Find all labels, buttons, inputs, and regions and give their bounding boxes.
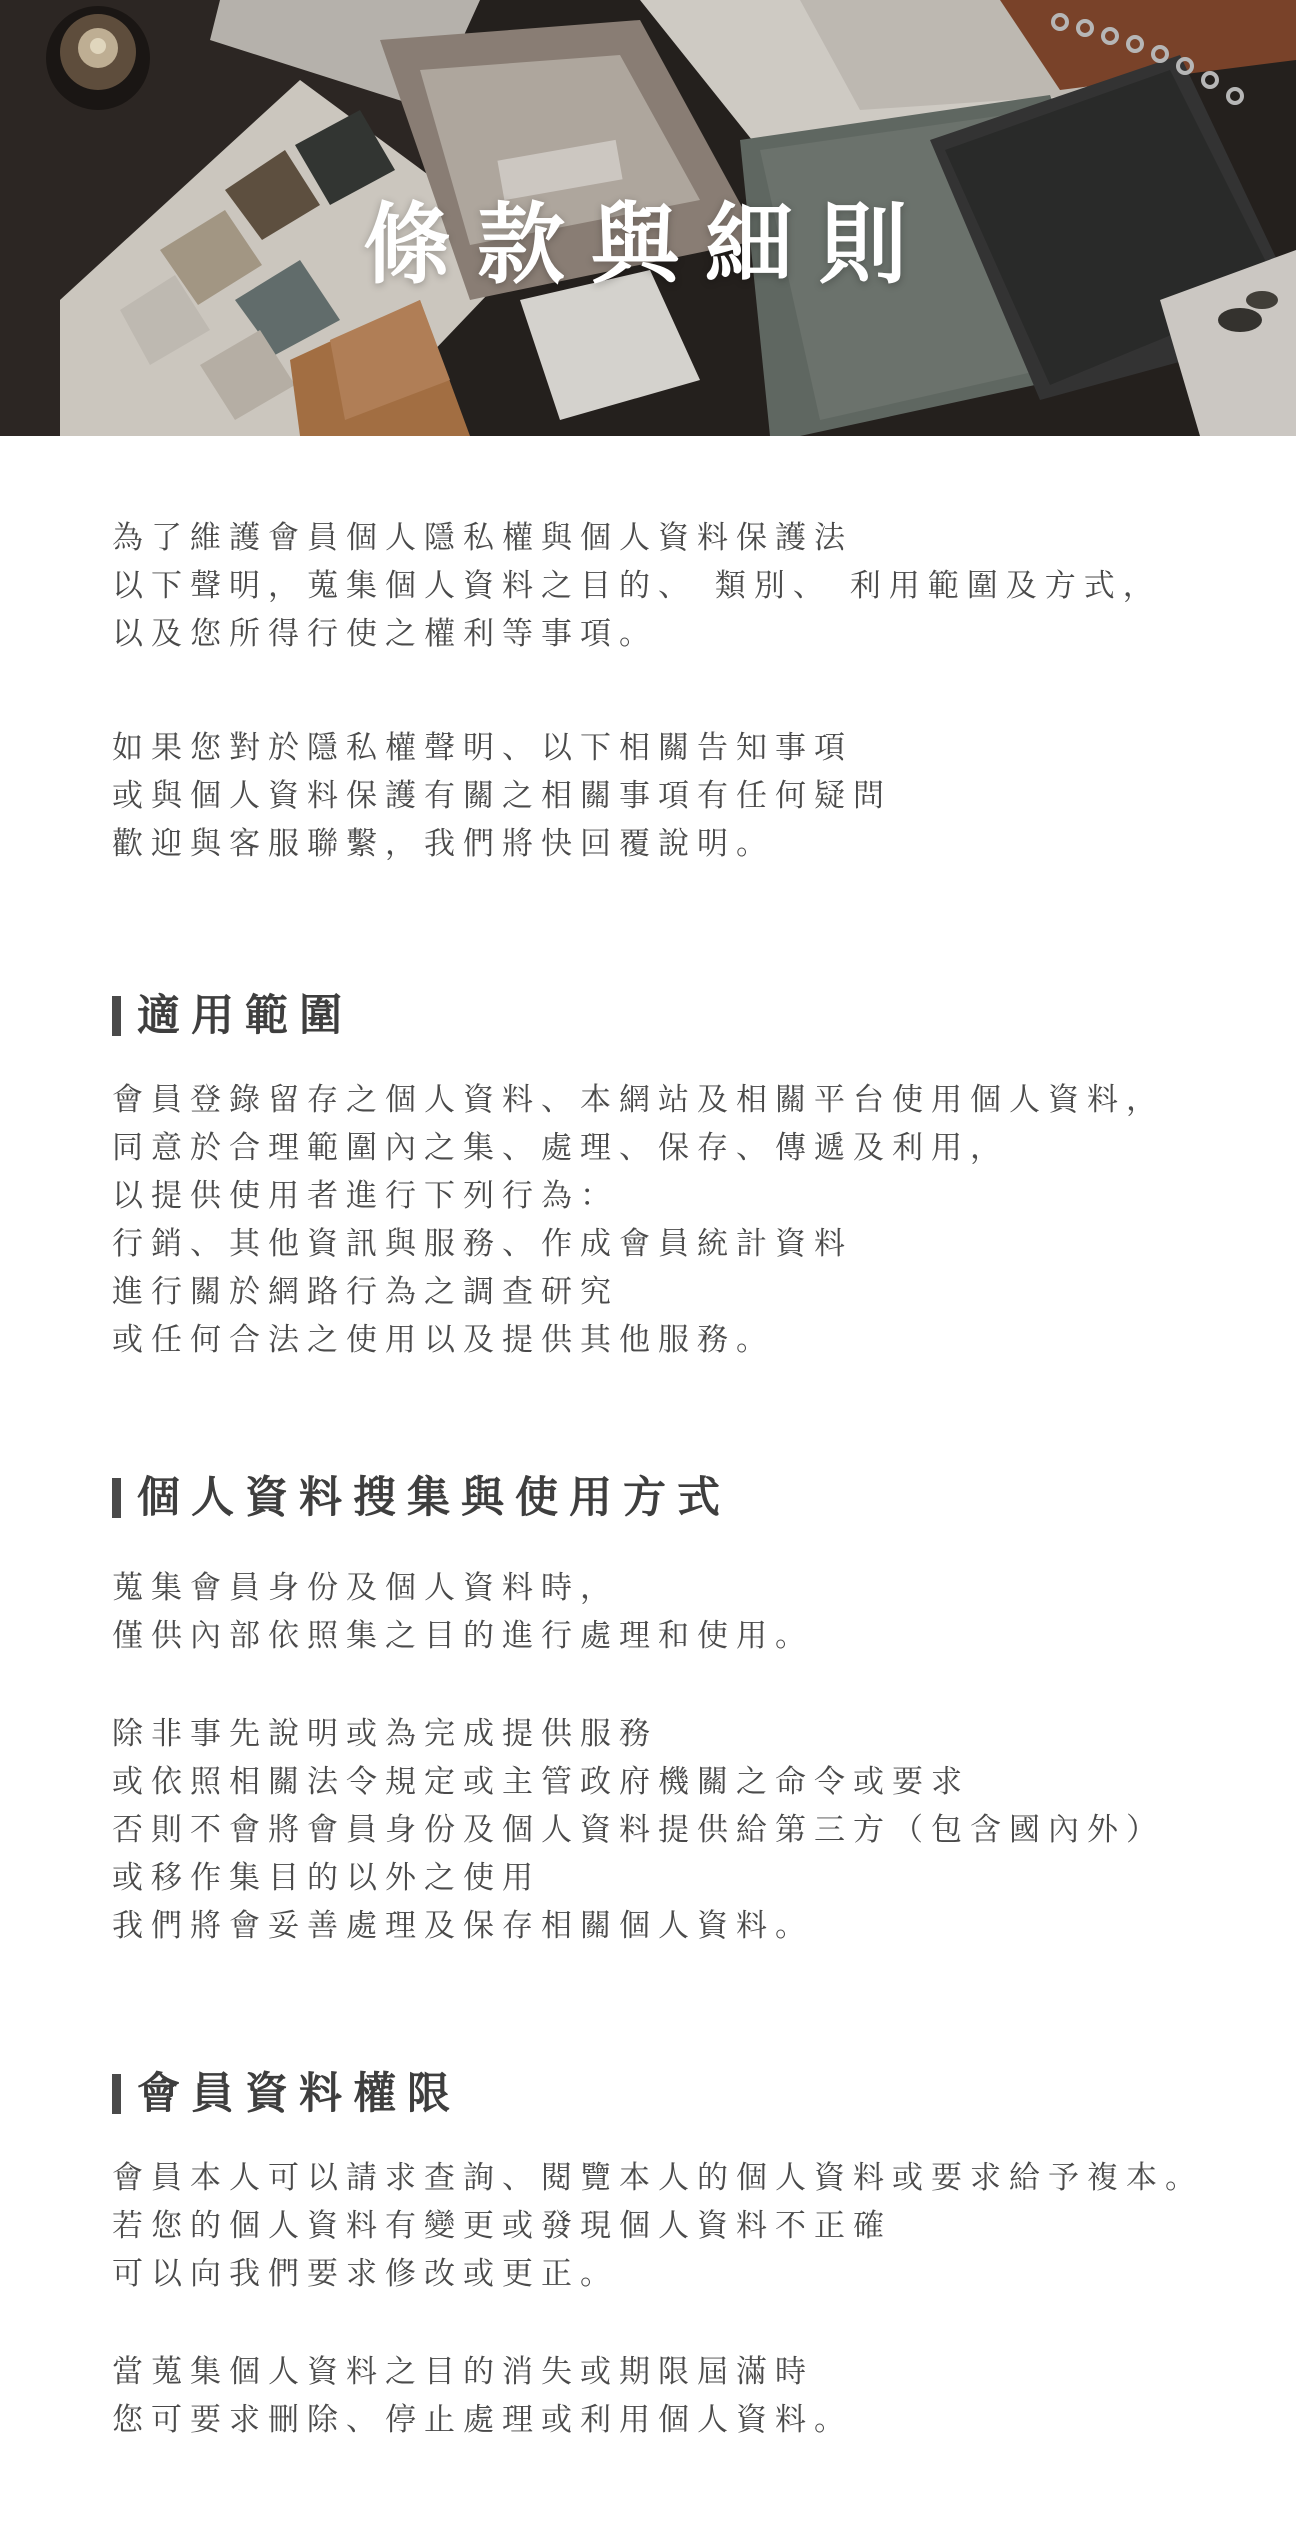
text-line: 會員登錄留存之個人資料、本網站及相關平台使用個人資料， xyxy=(112,1082,1165,1118)
section-rights-body-2 xyxy=(112,2348,1232,2444)
intro-paragraph-1 xyxy=(112,514,1232,658)
text-line: 行銷、其他資訊與服務、作成會員統計資料 xyxy=(112,1226,853,1262)
text-line: 進行關於網路行為之調查研究 xyxy=(112,1274,619,1310)
text-line: 蒐集會員身份及個人資料時， xyxy=(112,1570,619,1606)
text-line: 或與個人資料保護有關之相關事項有任何疑問 xyxy=(112,778,892,814)
text-line: 以及您所得行使之權利等事項。 xyxy=(112,616,658,652)
heading-bar xyxy=(112,2074,121,2114)
section-title: 會員資料權限 xyxy=(137,2069,461,2119)
text-line: 或依照相關法令規定或主管政府機關之命令或要求 xyxy=(112,1764,970,1800)
page-title: 條款與細則 xyxy=(362,193,933,296)
text-line: 會員本人可以請求查詢、閱覽本人的個人資料或要求給予複本。 xyxy=(112,2160,1204,2196)
text-line: 如果您對於隱私權聲明、以下相關告知事項 xyxy=(112,730,853,766)
text-line: 您可要求刪除、停止處理或利用個人資料。 xyxy=(112,2402,853,2438)
text-line: 可以向我們要求修改或更正。 xyxy=(112,2256,619,2292)
text-line: 當蒐集個人資料之目的消失或期限屆滿時 xyxy=(112,2354,814,2390)
section-heading-scope xyxy=(112,986,353,1046)
text-line: 以提供使用者進行下列行為： xyxy=(112,1178,619,1214)
section-collection-body-1 xyxy=(112,1564,1232,1660)
text-line: 僅供內部依照集之目的進行處理和使用。 xyxy=(112,1618,814,1654)
section-collection-body-2 xyxy=(112,1710,1232,1950)
heading-bar xyxy=(112,996,121,1036)
text-line: 否則不會將會員身份及個人資料提供給第三方（包含國內外） xyxy=(112,1812,1165,1848)
text-line: 我們將會妥善處理及保存相關個人資料。 xyxy=(112,1908,814,1944)
section-heading-collection xyxy=(112,1468,731,1528)
intro-paragraph-2 xyxy=(112,724,1232,868)
text-line: 若您的個人資料有變更或發現個人資料不正確 xyxy=(112,2208,892,2244)
text-line: 除非事先說明或為完成提供服務 xyxy=(112,1716,658,1752)
section-scope-body xyxy=(112,1076,1232,1364)
text-line: 或移作集目的以外之使用 xyxy=(112,1860,541,1896)
section-title: 個人資料搜集與使用方式 xyxy=(137,1473,731,1523)
section-heading-rights xyxy=(112,2064,461,2124)
section-title: 適用範圍 xyxy=(137,991,353,1041)
text-line: 為了維護會員個人隱私權與個人資料保護法 xyxy=(112,520,853,556)
text-line: 歡迎與客服聯繫，我們將快回覆說明。 xyxy=(112,826,775,862)
text-line: 或任何合法之使用以及提供其他服務。 xyxy=(112,1322,775,1358)
text-line: 同意於合理範圍內之集、處理、保存、傳遞及利用， xyxy=(112,1130,1009,1166)
text-line: 以下聲明，蒐集個人資料之目的、 類別、 利用範圍及方式， xyxy=(112,568,1162,604)
heading-bar xyxy=(112,1478,121,1518)
hero-banner xyxy=(0,0,1296,436)
section-rights-body-1 xyxy=(112,2154,1232,2298)
